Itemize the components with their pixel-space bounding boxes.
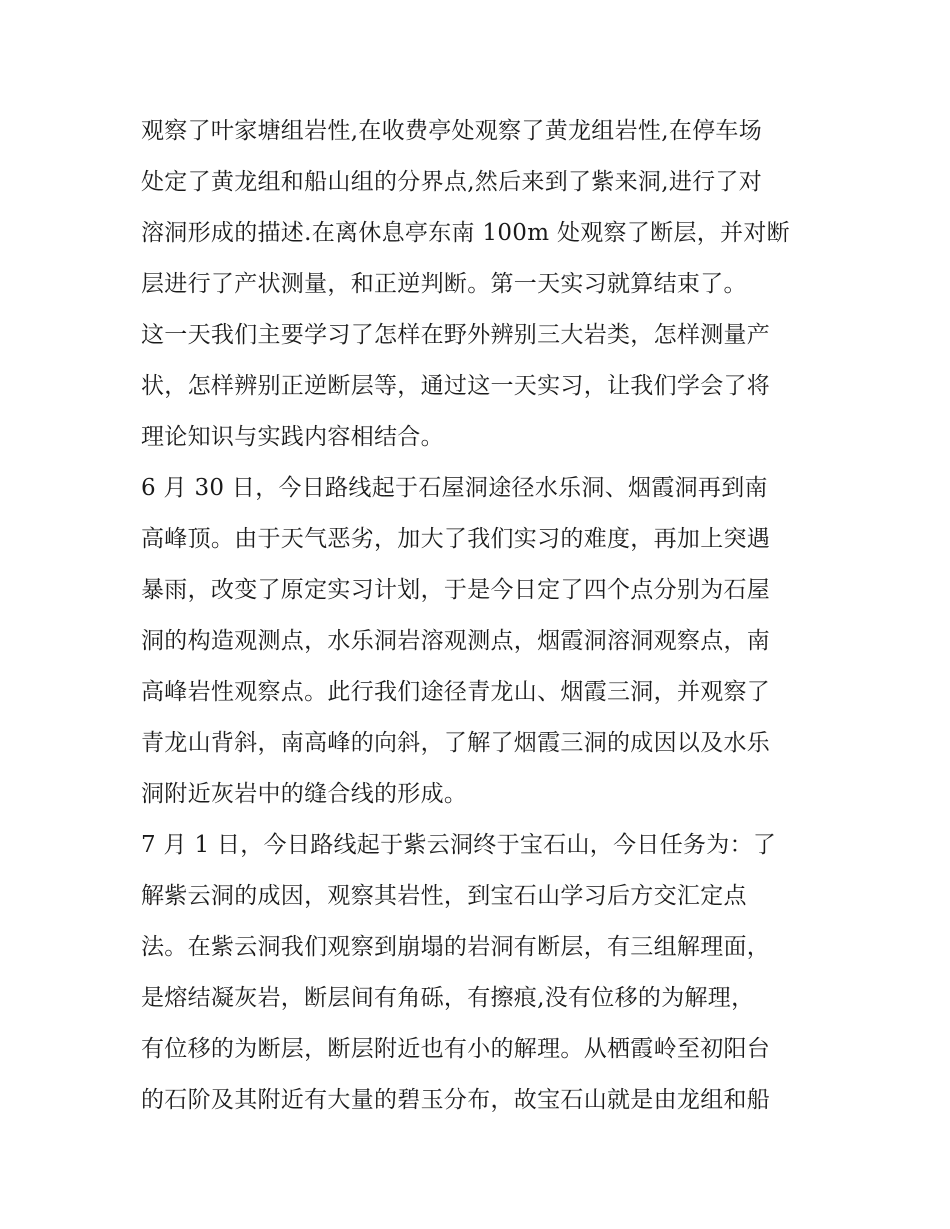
text-line: 法。在紫云洞我们观察到崩塌的岩洞有断层，有三组解理面，: [141, 934, 771, 960]
body-text: [141, 106, 821, 1126]
text-line: 这一天我们主要学习了怎样在野外辨别三大岩类，怎样测量产: [141, 322, 771, 348]
text-line: 观察了叶家塘组岩性,在收费亭处观察了黄龙组岩性,在停车场: [141, 118, 763, 144]
text-line: 理论知识与实践内容相结合。: [141, 424, 444, 450]
text-line: 的石阶及其附近有大量的碧玉分布，故宝石山就是由龙组和船: [141, 1087, 771, 1113]
text-line: 是熔结凝灰岩，断层间有角砾，有擦痕,没有位移的为解理，: [141, 985, 755, 1011]
text-line: 解紫云洞的成因，观察其岩性，到宝石山学习后方交汇定点: [141, 883, 747, 909]
text-line: 处定了黄龙组和船山组的分界点,然后来到了紫来洞,进行了对: [141, 169, 763, 195]
text-line: 有位移的为断层，断层附近也有小的解理。从栖霞岭至初阳台: [141, 1036, 771, 1062]
text-line: 高峰顶。由于天气恶劣，加大了我们实习的难度，再加上突遇: [141, 526, 771, 552]
text-line: 青龙山背斜，南高峰的向斜，了解了烟霞三洞的成因以及水乐: [141, 730, 771, 756]
text-line: 6 月 30 日，今日路线起于石屋洞途径水乐洞、烟霞洞再到南: [141, 475, 768, 501]
text-line: 溶洞形成的描述.在离休息亭东南 100m 处观察了断层，并对断: [141, 220, 790, 246]
text-line: 高峰岩性观察点。此行我们途径青龙山、烟霞三洞，并观察了: [141, 679, 771, 705]
text-line: 洞的构造观测点，水乐洞岩溶观测点，烟霞洞溶洞观察点，南: [141, 628, 771, 654]
text-line: 状，怎样辨别正逆断层等，通过这一天实习，让我们学会了将: [141, 373, 771, 399]
text-line: 层进行了产状测量，和正逆判断。第一天实习就算结束了。: [141, 271, 747, 297]
text-line: 洞附近灰岩中的缝合线的形成。: [141, 781, 468, 807]
text-line: 暴雨，改变了原定实习计划，于是今日定了四个点分别为石屋: [141, 577, 771, 603]
text-line: 7 月 1 日，今日路线起于紫云洞终于宝石山，今日任务为：了: [141, 832, 777, 858]
